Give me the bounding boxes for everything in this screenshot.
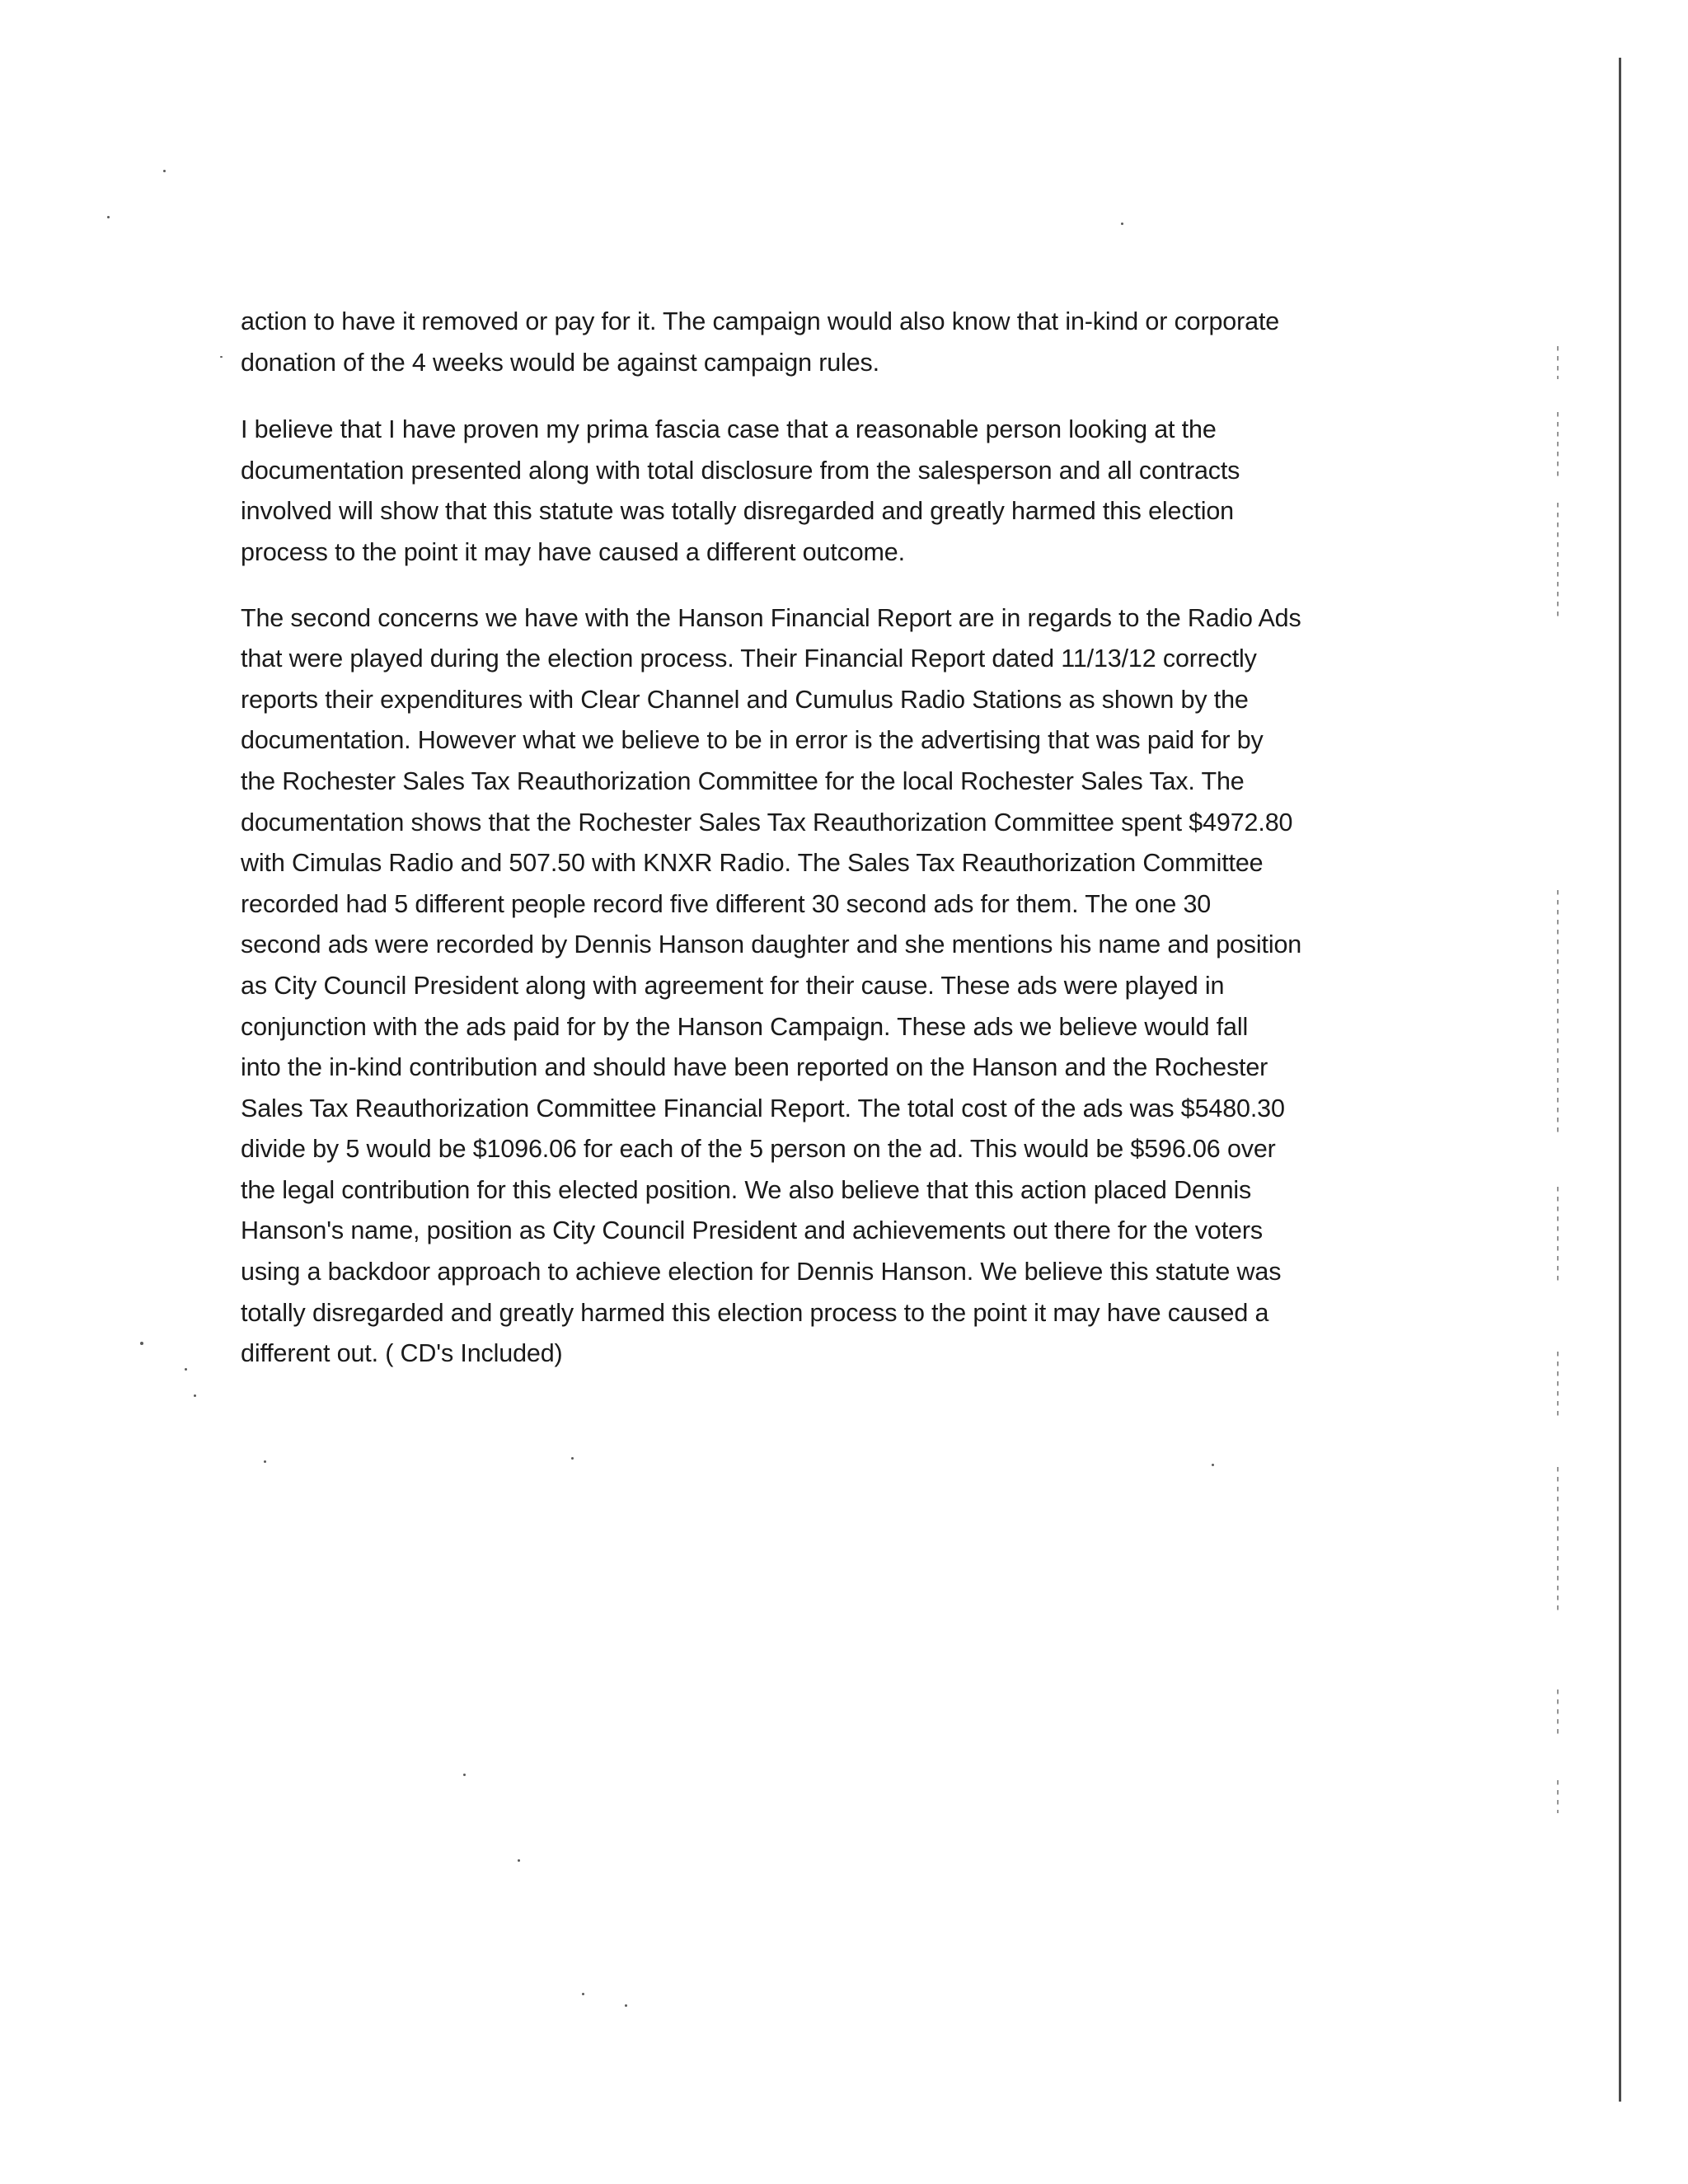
scan-noise xyxy=(1557,1780,1559,1813)
scan-speck xyxy=(194,1394,196,1397)
text-line: totally disregarded and greatly harmed this election process to the point it may have caused a xyxy=(241,1298,1269,1327)
text-line: with Cimulas Radio and 507.50 with KNXR Radio. The Sales Tax Reauthorization Committee xyxy=(241,849,1264,878)
text-line: the Rochester Sales Tax Reauthorization Committee for the local Rochester Sales Tax. The xyxy=(241,766,1245,795)
scan-speck xyxy=(163,170,166,172)
text-line: as City Council President along with agreement for their cause. These ads were played in xyxy=(241,971,1225,1000)
text-line: action to have it removed or pay for it. The campaign would also know that in-kind or corporate xyxy=(241,307,1280,335)
scan-speck xyxy=(518,1859,520,1862)
scan-speck xyxy=(1212,1464,1214,1466)
text-line: donation of the 4 weeks would be against campaign rules. xyxy=(241,348,879,377)
paragraph-1 xyxy=(241,302,1378,383)
text-line: documentation shows that the Rochester Sales Tax Reauthorization Committee spent $4972.80 xyxy=(241,808,1293,837)
text-line: Hanson's name, position as City Council President and achievements out there for the voters xyxy=(241,1216,1263,1245)
text-line: using a backdoor approach to achieve election for Dennis Hanson. We believe this statute was xyxy=(241,1258,1282,1286)
scan-speck xyxy=(1121,223,1123,225)
scan-speck xyxy=(107,216,110,218)
scan-speck xyxy=(571,1457,574,1460)
scan-speck xyxy=(264,1460,266,1463)
scan-speck xyxy=(625,2004,627,2007)
text-line: the legal contribution for this elected position. We also believe that this action placed Dennis xyxy=(241,1175,1252,1204)
text-line: different out. ( CD's Included) xyxy=(241,1339,563,1368)
paragraph-spacer xyxy=(241,383,1378,410)
paragraph-3 xyxy=(241,598,1378,1375)
scan-noise xyxy=(1557,890,1559,1137)
paragraph-2 xyxy=(241,410,1378,573)
paragraph-spacer xyxy=(241,574,1378,598)
scan-noise xyxy=(1557,1467,1559,1615)
text-line: divide by 5 would be $1096.06 for each of the 5 person on the ad. This would be $596.06 over xyxy=(241,1135,1276,1164)
text-line: recorded had 5 different people record five different 30 second ads for them. The one 30 xyxy=(241,889,1212,918)
scan-speck xyxy=(220,356,223,358)
text-line: I believe that I have proven my prima fascia case that a reasonable person looking at the xyxy=(241,415,1217,444)
scan-noise xyxy=(1557,503,1559,618)
scan-speck xyxy=(185,1368,187,1371)
scan-speck xyxy=(140,1342,143,1345)
text-line: second ads were recorded by Dennis Hanson daughter and she mentions his name and position xyxy=(241,930,1302,959)
scan-speck xyxy=(582,1993,584,1995)
text-line: conjunction with the ads paid for by the Hanson Campaign. These ads we believe would fall xyxy=(241,1012,1249,1041)
scan-noise xyxy=(1557,1187,1559,1286)
document-body xyxy=(241,302,1378,1375)
text-line: documentation. However what we believe to be in error is the advertising that was paid for by xyxy=(241,726,1264,755)
text-line: involved will show that this statute was totally disregarded and greatly harmed this election xyxy=(241,497,1234,526)
text-line: into the in-kind contribution and should have been reported on the Hanson and the Rochester xyxy=(241,1053,1268,1082)
text-line: Sales Tax Reauthorization Committee Financial Report. The total cost of the ads was $5480.30 xyxy=(241,1094,1285,1122)
text-line: documentation presented along with total disclosure from the salesperson and all contracts xyxy=(241,456,1240,485)
text-line: that were played during the election process. Their Financial Report dated 11/13/12 correctly xyxy=(241,644,1257,673)
scan-edge-line xyxy=(1619,58,1621,2102)
scan-noise xyxy=(1557,346,1559,379)
scan-noise xyxy=(1557,412,1559,478)
scan-noise xyxy=(1557,1352,1559,1418)
text-line: process to the point it may have caused a different outcome. xyxy=(241,537,905,566)
scan-noise xyxy=(1557,1690,1559,1739)
text-line: reports their expenditures with Clear Channel and Cumulus Radio Stations as shown by the xyxy=(241,685,1249,714)
text-line: The second concerns we have with the Hanson Financial Report are in regards to the Radio Ads xyxy=(241,603,1301,632)
scan-speck xyxy=(463,1774,466,1776)
